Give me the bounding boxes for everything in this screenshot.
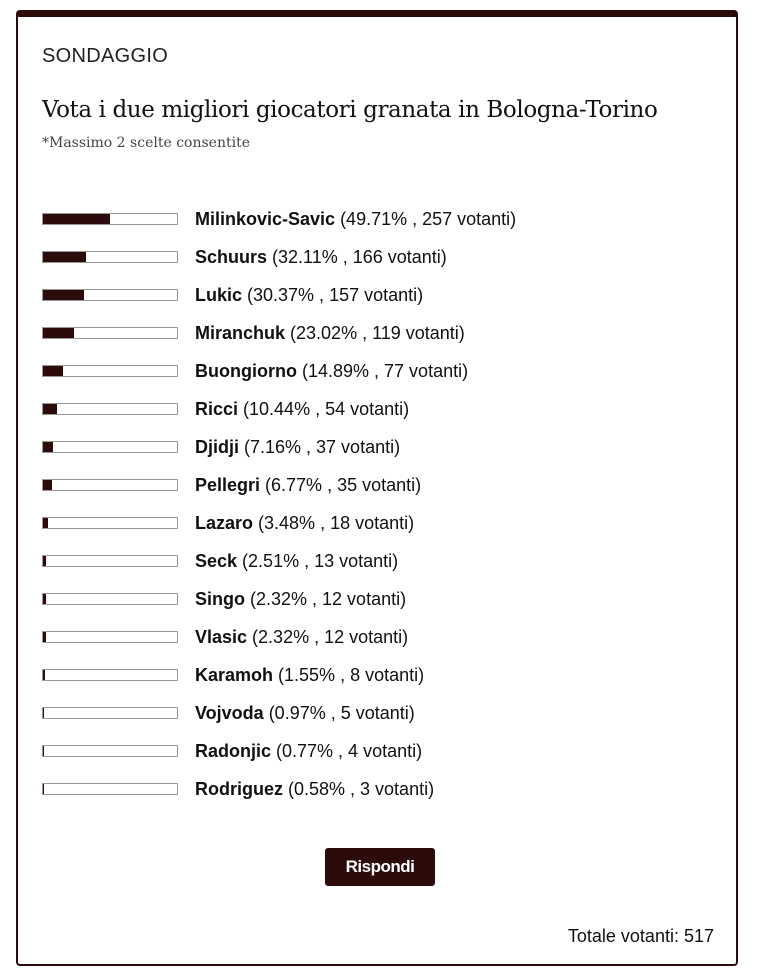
poll-option[interactable] [42,694,516,732]
poll-option[interactable] [42,732,516,770]
poll-option[interactable] [42,276,516,314]
option-name: Miranchuk [195,322,286,343]
poll-option[interactable] [42,200,516,238]
result-bar-fill [43,746,44,756]
result-bar [42,783,178,795]
result-bar-fill [43,442,53,452]
poll-note: *Massimo 2 scelte consentite [42,135,250,151]
poll-options [42,200,516,808]
option-name: Buongiorno [195,360,297,381]
option-label [195,475,421,496]
option-stats: (6.77% , 35 votanti) [260,474,422,495]
option-name: Djidji [195,436,239,457]
option-label [195,323,465,344]
option-name: Schuurs [195,246,268,267]
poll-option[interactable] [42,390,516,428]
result-bar-fill [43,366,63,376]
option-stats: (32.11% , 166 votanti) [267,246,447,267]
result-bar [42,555,178,567]
option-name: Milinkovic-Savic [195,208,336,229]
option-stats: (2.32% , 12 votanti) [245,588,407,609]
result-bar [42,669,178,681]
result-bar-fill [43,252,86,262]
option-label [195,627,408,648]
result-bar-fill [43,594,46,604]
option-label [195,703,415,724]
option-stats: (49.71% , 257 votanti) [335,208,517,229]
option-name: Ricci [195,398,239,419]
result-bar [42,707,178,719]
option-label [195,589,406,610]
option-label [195,247,447,268]
option-name: Seck [195,550,238,571]
result-bar-fill [43,784,44,794]
result-bar [42,441,178,453]
poll-option[interactable] [42,238,516,276]
option-stats: (10.44% , 54 votanti) [238,398,410,419]
poll-option[interactable] [42,314,516,352]
option-stats: (3.48% , 18 votanti) [253,512,415,533]
option-stats: (1.55% , 8 votanti) [273,664,425,685]
option-label [195,361,468,382]
poll-option[interactable] [42,542,516,580]
poll-option[interactable] [42,504,516,542]
option-label [195,779,434,800]
poll-card [16,10,738,966]
total-voters: Totale votanti: 517 [567,926,714,946]
result-bar-fill [43,214,110,224]
submit-button[interactable]: Rispondi [325,848,435,886]
option-name: Radonjic [195,740,272,761]
result-bar [42,251,178,263]
poll-option[interactable] [42,770,516,808]
option-label [195,285,423,306]
option-label [195,399,409,420]
result-bar-fill [43,556,46,566]
option-label [195,209,516,230]
result-bar-fill [43,480,52,490]
option-name: Vojvoda [195,702,264,723]
result-bar-fill [43,632,46,642]
option-stats: (30.37% , 157 votanti) [242,284,424,305]
poll-option[interactable] [42,428,516,466]
poll-option[interactable] [42,656,516,694]
option-stats: (0.97% , 5 votanti) [263,702,415,723]
result-bar [42,289,178,301]
poll-title: Vota i due migliori giocatori granata in Bologna-Torino [42,97,658,123]
option-name: Singo [195,588,245,609]
poll-kicker: SONDAGGIO [42,45,169,67]
result-bar [42,631,178,643]
option-name: Karamoh [195,664,274,685]
result-bar [42,327,178,339]
option-label [195,665,424,686]
option-name: Rodriguez [195,778,283,799]
poll-option[interactable] [42,352,516,390]
option-stats: (7.16% , 37 votanti) [239,436,401,457]
result-bar [42,593,178,605]
result-bar [42,479,178,491]
option-name: Pellegri [195,474,261,495]
option-label [195,551,398,572]
result-bar [42,403,178,415]
result-bar [42,517,178,529]
result-bar-fill [43,328,74,338]
result-bar [42,213,178,225]
option-name: Lukic [195,284,243,305]
option-label [195,437,400,458]
option-stats: (2.32% , 12 votanti) [247,626,409,647]
option-stats: (23.02% , 119 votanti) [285,322,465,343]
option-label [195,741,422,762]
result-bar [42,365,178,377]
result-bar-fill [43,404,57,414]
result-bar-fill [43,290,84,300]
result-bar-fill [43,670,45,680]
option-name: Vlasic [195,626,248,647]
option-stats: (2.51% , 13 votanti) [237,550,399,571]
option-stats: (14.89% , 77 votanti) [296,360,469,381]
option-name: Lazaro [195,512,254,533]
poll-option[interactable] [42,618,516,656]
result-bar-fill [43,518,48,528]
poll-option[interactable] [42,580,516,618]
option-stats: (0.58% , 3 votanti) [283,778,435,799]
result-bar [42,745,178,757]
result-bar-fill [43,708,44,718]
option-stats: (0.77% , 4 votanti) [271,740,423,761]
option-label [195,513,414,534]
poll-option[interactable] [42,466,516,504]
